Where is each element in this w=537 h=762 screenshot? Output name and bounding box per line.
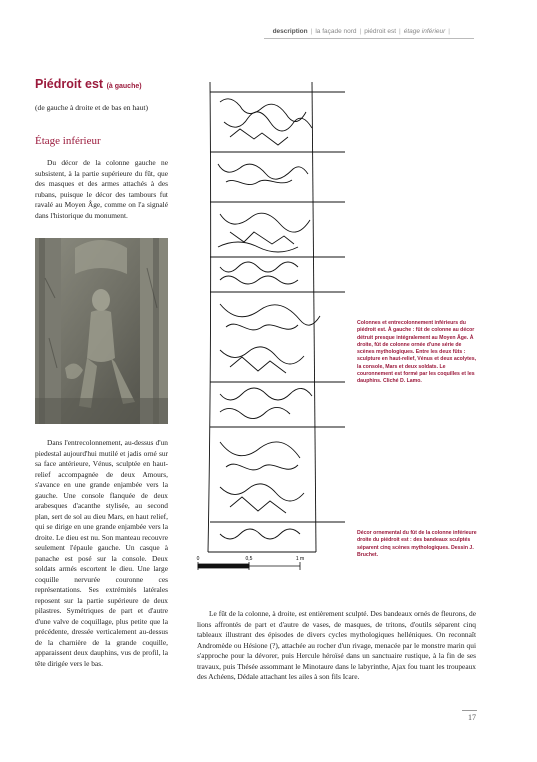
page-number-rule <box>462 710 477 711</box>
breadcrumb-item: étage inférieur <box>403 28 446 35</box>
scale-label: 0 <box>196 556 200 562</box>
page-title-main: Piédroit est <box>35 77 104 91</box>
paragraph-text: Dans l'entrecolonnement, au-dessus d'un piedestal aujourd'hui mutilé et jadis orné sur sa face antérieure, Vénus, sculptée en haut-relief accompagnée de deux Amours, s'avance en une grande enjambée vers la gauche. Une console flanquée de deux arabesques d'acanthe stylisée, au second plan, sert de sol au dieu Mars, en haut relief, qui se dirige en une grande enjambée vers la droite. Le dieu est nu. Son manteau recouvre seulement l'épaule gauche. Un casque à panache est posé sur la console. Deux soldats armés escortent le dieu. Une large coquille nervurée couronne ces représentations. Ses extrémités latérales reposent sur la partie supérieure de deux pilastres. Symétriques de part et d'autre d'une valve de coquillage, plus petite que la précédente, dressée verticalement au-dessus de la charnière de la grande coquille, apparaissent deux dauphins, vus de profil, la tête dirigée vers le bas. <box>35 438 168 668</box>
column-line-drawing <box>190 82 350 592</box>
page-title-sub: (à gauche) <box>106 83 142 90</box>
breadcrumb-separator: | <box>359 28 362 35</box>
breadcrumb-item: la façade nord <box>315 28 357 35</box>
paragraph <box>35 158 168 221</box>
header-rule <box>264 38 474 39</box>
reading-direction-note: (de gauche à droite et de bas en haut) <box>35 103 149 112</box>
page-title <box>35 77 142 91</box>
figure-caption: Décor ornemental du fût de la colonne inférieure droite du piédroit est : des bandeaux sculptés séparent cinq scènes mythologiques. Dessin J. Bruchet. <box>357 530 477 558</box>
stone-relief-photo <box>35 238 168 424</box>
breadcrumb-separator: | <box>310 28 313 35</box>
paragraph <box>197 609 476 683</box>
breadcrumb <box>273 28 453 35</box>
paragraph <box>35 438 168 669</box>
scale-label: 0,5 <box>245 556 253 562</box>
figure-caption: Colonnes et entrecolonnement inférieurs du piédroit est. À gauche : fût de colonne au décor détruit presque intégralement au Moyen Âge. À droite, fût de colonne ornée d'une série de scènes mythologiques. Entre les deux fûts : sculpture en haut-relief, Vénus et deux acolytes, la console, Mars et deux soldats. Le couronnement est formé par les coquilles et les dauphins. Cliché D. Lamo. <box>357 320 477 385</box>
breadcrumb-item: description <box>272 28 308 35</box>
breadcrumb-separator: | <box>448 28 450 35</box>
paragraph-text: Du décor de la colonne gauche ne subsistent, à la partie supérieure du fût, que des masques et des armes attachés à des rubans, puisque le décor des tambours fut ravalé au Moyen Âge, comme on l'a signalé dans l'historique du monument. <box>35 158 168 220</box>
page-number: 17 <box>468 713 476 722</box>
scale-label: 1 m <box>295 556 305 562</box>
paragraph-text: Le fût de la colonne, à droite, est entièrement sculpté. Des bandeaux ornés de fleurons, de lions affrontés de part et d'autre de vases, de masques, de tritons, d'outils séparent cinq tableaux illustrant des épisodes de divers cycles mythologiques helléniques. On reconnaît Andromède ou Hésione (?), attachée au rocher d'un rivage, menacée par le monstre marin qui s'approche pour la dévorer, puis Hercule héroïsé dans un sanctuaire rustique, à la fin de ses travaux, puis Thésée assommant le Minotaure dans le labyrinthe, Ajax fou tuant les troupeaux des Achéens, Dédale attachant les ailes à son fils Icare. <box>197 609 476 681</box>
breadcrumb-item: piédroit est <box>364 28 397 35</box>
breadcrumb-separator: | <box>399 28 401 35</box>
section-title: Étage inférieur <box>35 135 101 147</box>
